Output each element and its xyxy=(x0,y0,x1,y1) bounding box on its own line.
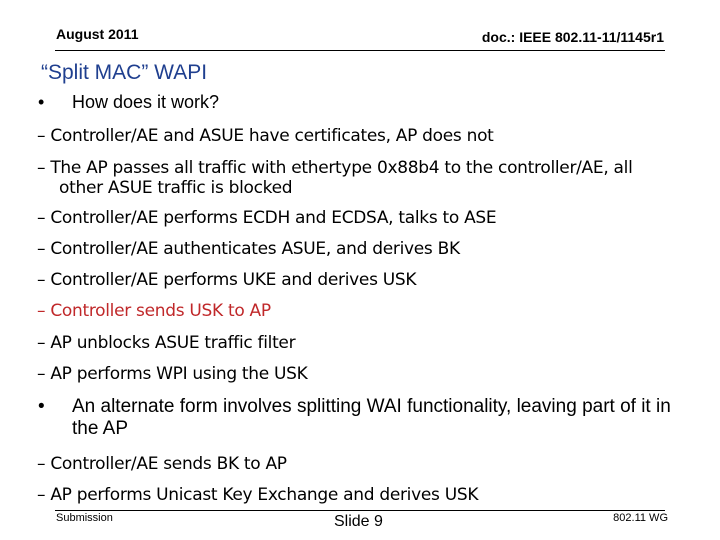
sub-item: – Controller/AE sends BK to AP xyxy=(37,454,287,474)
sub-item: – The AP passes all traffic with ethertype 0x88b4 to the controller/AE, all other ASUE traffic is blocked xyxy=(37,158,633,198)
footer-slide-number: Slide 9 xyxy=(334,513,383,530)
sub-item: – AP performs Unicast Key Exchange and derives USK xyxy=(37,485,479,505)
bullet-how-it-works xyxy=(38,92,219,113)
sub-item: – Controller/AE performs ECDH and ECDSA, talks to ASE xyxy=(37,208,497,228)
footer-group: 802.11 WG xyxy=(613,512,668,524)
header-date: August 2011 xyxy=(56,26,139,42)
sub-item: – Controller/AE and ASUE have certificates, AP does not xyxy=(37,126,494,146)
header-doc-id: doc.: IEEE 802.11-11/1145r1 xyxy=(481,29,664,45)
footer-divider xyxy=(55,510,665,511)
sub-item: – AP performs WPI using the USK xyxy=(37,364,308,384)
slide-title: “Split MAC” WAPI xyxy=(41,61,208,84)
sub-item: – Controller/AE performs UKE and derives USK xyxy=(37,270,417,290)
sub-item: – AP unblocks ASUE traffic filter xyxy=(37,333,296,353)
bullet-alternate-form xyxy=(38,396,698,440)
sub-item: – Controller/AE authenticates ASUE, and derives BK xyxy=(37,239,460,259)
bullet-marker: • xyxy=(38,396,45,417)
bullet-text: How does it work? xyxy=(72,92,220,112)
sub-item-highlight: – Controller sends USK to AP xyxy=(37,301,271,321)
sub-item-continuation: other ASUE traffic is blocked xyxy=(59,178,293,198)
header-divider xyxy=(55,50,665,51)
footer-submission: Submission xyxy=(56,512,113,524)
bullet-marker: • xyxy=(38,92,45,112)
bullet-text: An alternate form involves splitting WAI functionality, leaving part of it in the AP xyxy=(72,396,671,439)
